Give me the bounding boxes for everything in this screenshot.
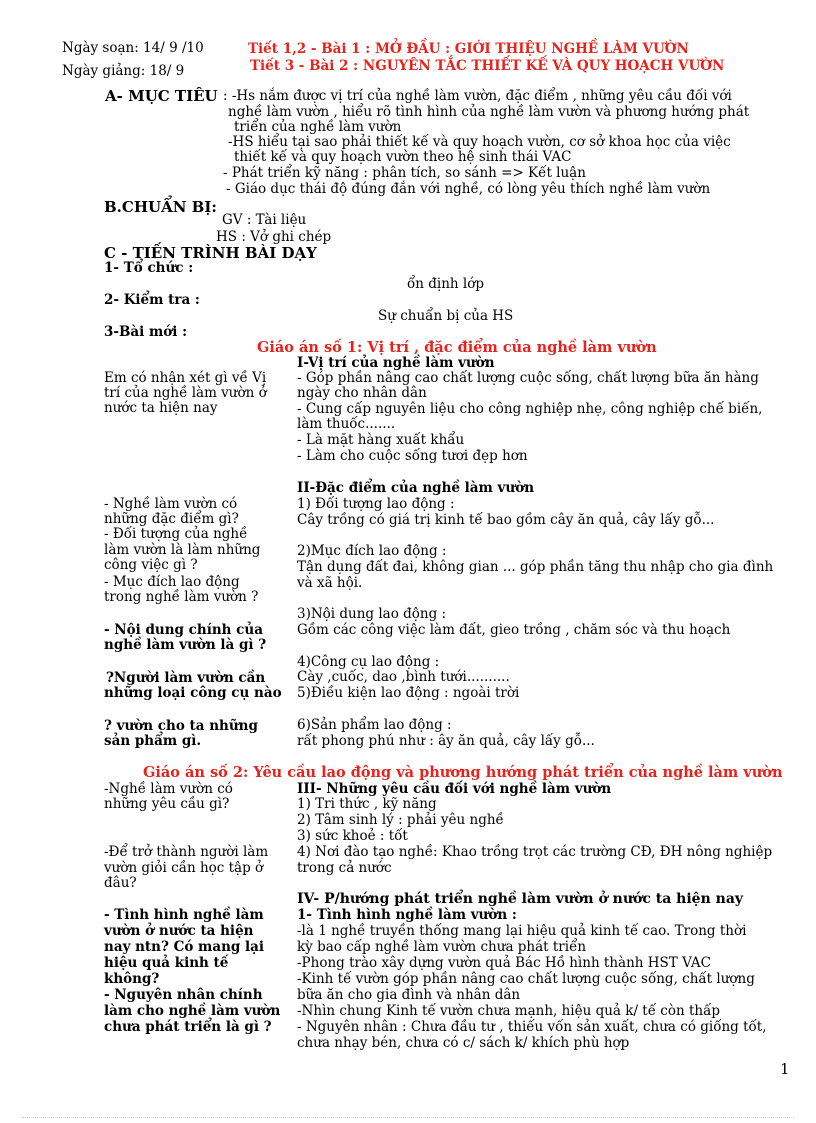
question-text: - Tình hình nghề làm [104,907,264,923]
answer-text: làm thuốc....... [297,416,396,432]
answer-text: 6)Sản phẩm lao động : [297,717,452,733]
question-text: -Để trở thành người làm [104,844,269,860]
question-text: sản phẩm gì. [104,733,202,749]
answer-text: rất phong phú như : ây ăn quả, cây lấy gỗ... [297,733,595,749]
muc-tieu-line: - Phát triển kỹ năng : phân tích, so sánh => Kết luận [223,165,586,181]
answer-text: Tận dụng đất đai, không gian ... góp phần tăng thu nhập cho gia đình [297,559,774,575]
question-text: nghề làm vườn là gì ? [104,637,267,653]
section-2-title: II-Đặc điểm của nghề làm vườn [297,480,535,496]
su-chuan-bi-text: Sự chuẩn bị của HS [378,308,514,324]
tien-trinh-heading: C - TIẾN TRÌNH BÀI DẠY [104,244,317,262]
answer-text: 4) Nơi đào tạo nghề: Khao trồng trọt các trường CĐ, ĐH nông nghiệp [297,844,773,860]
question-text: - Nghề làm vườn có [104,496,238,512]
chuan-bi-heading: B.CHUẨN BỊ: [104,198,217,216]
answer-text: - Là mặt hàng xuất khẩu [297,432,465,448]
answer-text: - Góp phần nâng cao chất lượng cuộc sống, chất lượng bữa ăn hàng [297,370,759,386]
kiem-tra-label: 2- Kiểm tra : [104,292,200,308]
ngay-soan: Ngày soạn: 14/ 9 /10 [62,40,204,56]
chuan-bi-hs: HS : Vở ghi chép [216,229,332,245]
answer-text: 2)Mục đích lao động : [297,543,447,559]
section-1-title: I-Vị trí của nghề làm vườn [297,355,495,371]
answer-text: kỳ bao cấp nghề làm vườn chưa phát triển [297,939,587,955]
muc-tieu-line: -HS hiểu tại sao phải thiết kế và quy hoạch vườn, cơ sở khoa học của việc [228,134,731,150]
muc-tieu-line: nghề làm vườn , hiểu rõ tình hình của nghề làm vườn và phương hướng phát [228,104,750,120]
answer-text: Cày ,cuốc, dao ,bình tưới.......... [297,669,510,685]
page-number: 1 [780,1060,790,1078]
answer-text: - Cung cấp nguyên liệu cho công nghiệp nhẹ, công nghiệp chế biến, [297,401,763,417]
question-text: ? vườn cho ta những [104,718,258,734]
question-text: làm cho nghề làm vườn [104,1003,281,1019]
bai-moi-label: 3-Bài mới : [104,324,188,340]
muc-tieu-line: - Giáo dục thái độ đúng đắn với nghề, có lòng yêu thích nghề làm vườn [226,181,711,197]
question-text: không? [104,971,160,987]
on-dinh-text: ổn định lớp [407,276,484,292]
answer-text: Cây trồng có giá trị kinh tế bao gồm cây ăn quả, cây lấy gỗ... [297,512,715,528]
answer-text: -Kinh tế vườn góp phần nâng cao chất lượng cuộc sống, chất lượng [297,971,755,987]
answer-text: chưa nhạy bén, chưa có c/ sách k/ khích phù hợp [297,1035,630,1051]
muc-tieu-line: : -Hs nắm được vị trí của nghề làm vườn, đặc điểm , những yêu cầu đối với [223,88,732,104]
answer-text: 3)Nội dung lao động : [297,606,447,622]
tinh-hinh-title: 1- Tình hình nghề làm vườn : [297,907,517,923]
section-3-title: III- Những yêu cầu đối với nghề làm vườn [297,781,612,797]
answer-text: bữa ăn cho gia đình và nhân dân [297,987,521,1003]
answer-text: 1) Đối tượng lao động : [297,496,455,512]
question-text: những đặc điểm gì? [104,511,239,527]
answer-text: 1) Tri thức , kỹ năng [297,796,437,812]
question-text: - Mục đích lao động [104,574,240,590]
giao-an-1-title: Giáo án số 1: Vị trí , đặc điểm của nghề làm vườn [257,339,657,356]
question-text: - Nguyên nhân chính [104,987,263,1003]
answer-text: Gồm các công việc làm đất, gieo trồng , chăm sóc và thu hoạch [297,622,731,638]
question-text: công việc gì ? [104,557,198,573]
answer-text: trong cả nước [297,860,392,876]
question-text: - Đối tượng của nghề [104,526,248,542]
question-text: nước ta hiện nay [104,400,218,416]
page-divider [22,1117,794,1118]
muc-tieu-line: thiết kế và quy hoạch vườn theo hệ sinh thái VAC [234,149,572,165]
chuan-bi-gv: GV : Tài liệu [222,212,307,228]
question-text: trí của nghề làm vườn ở [104,385,267,401]
question-text: đâu? [104,875,137,891]
answer-text: -là 1 nghề truyền thống mang lại hiệu quả kinh tế cao. Trong thời [297,923,747,939]
question-text: chưa phát triển là gì ? [104,1019,272,1035]
question-text: những yêu cầu gì? [104,796,230,812]
section-4-title: IV- P/hướng phát triển nghề làm vườn ở nước ta hiện nay [297,891,744,907]
question-text: những loại công cụ nào [104,685,282,701]
question-text: -Nghề làm vườn có [104,781,233,797]
answer-text: ngày cho nhân dân [297,385,427,401]
answer-text: và xã hội. [297,575,363,591]
answer-text: - Nguyên nhân : Chưa đầu tư , thiếu vốn sản xuất, chưa có giống tốt, [297,1019,767,1035]
ngay-giang: Ngày giảng: 18/ 9 [62,63,185,79]
muc-tieu-line: triển của nghề làm vườn [234,119,402,135]
answer-text: - Làm cho cuộc sống tươi đẹp hơn [297,448,528,464]
answer-text: -Nhìn chung Kinh tế vườn chưa mạnh, hiệu quả k/ tế còn thấp [297,1003,721,1019]
question-text: - Nội dung chính của [104,622,263,638]
answer-text: 4)Công cụ lao động : [297,654,440,670]
muc-tieu-heading: A- MỤC TIÊU [105,87,218,105]
question-text: hiệu quả kinh tế [104,955,229,971]
question-text: ?Người làm vườn cần [106,670,266,686]
question-text: vườn giỏi cần học tập ở [104,860,264,876]
answer-text: 2) Tâm sinh lý : phải yêu nghề [297,812,504,828]
question-text: Em có nhận xét gì về Vị [104,370,267,386]
to-chuc-label: 1- Tổ chức : [104,260,194,276]
tiet-title-1: Tiết 1,2 - Bài 1 : MỞ ĐẦU : GIỚI THIỆU NGHỀ LÀM VƯỜN [248,41,689,57]
answer-text: -Phong trào xây dựng vườn quả Bác Hồ hình thành HST VAC [297,955,712,971]
question-text: làm vườn là làm những [104,542,261,558]
question-text: nay ntn? Có mang lại [104,939,265,955]
tiet-title-2: Tiết 3 - Bài 2 : NGUYÊN TẮC THIẾT KẾ VÀ QUY HOẠCH VƯỜN [250,58,725,74]
answer-text: 3) sức khoẻ : tốt [297,828,408,844]
question-text: trong nghề làm vườn ? [104,589,259,605]
question-text: vườn ở nước ta hiện [104,923,254,939]
giao-an-2-title: Giáo án số 2: Yêu cầu lao động và phương hướng phát triển của nghề làm vườn [143,764,783,781]
answer-text: 5)Điều kiện lao động : ngoài trời [297,685,520,701]
